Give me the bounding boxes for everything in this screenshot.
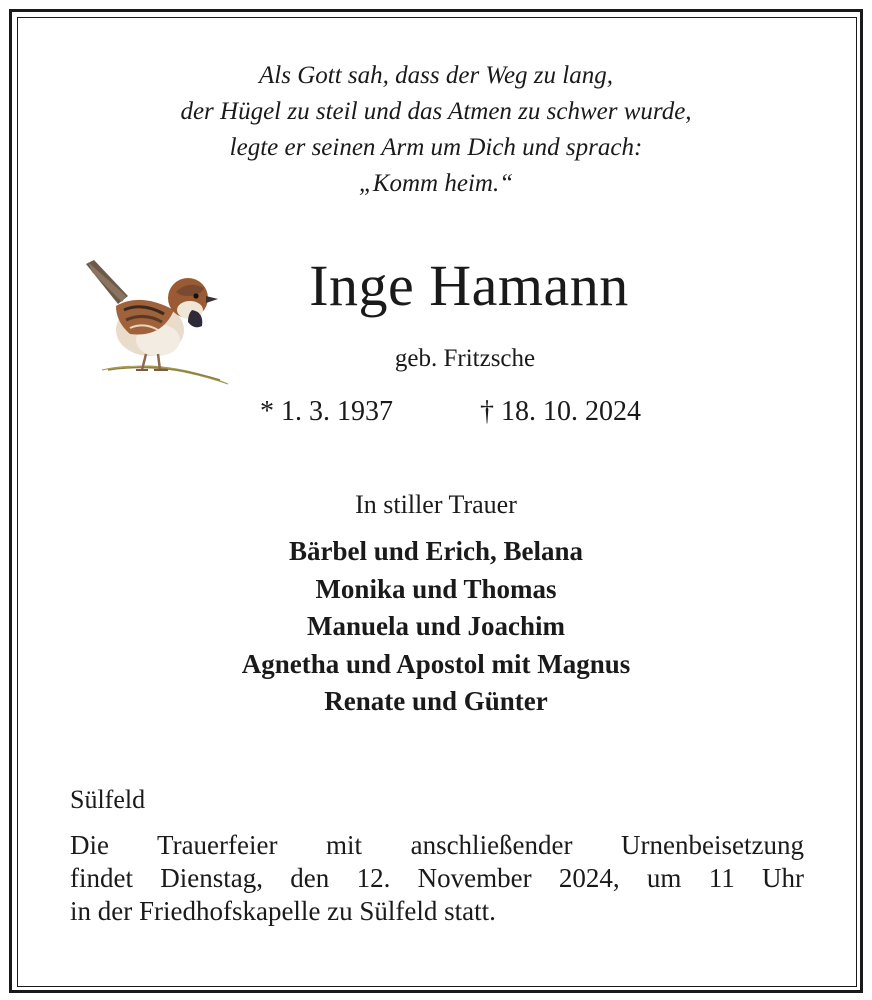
family-member: Monika und Thomas — [315, 573, 557, 604]
family-list — [0, 533, 872, 721]
place: Sülfeld — [70, 785, 146, 814]
poem-line: legte er seinen Arm um Dich und sprach: — [229, 134, 643, 161]
deceased-name: Inge Hamann — [309, 253, 629, 318]
poem — [0, 58, 872, 202]
death-date: † 18. 10. 2024 — [480, 396, 641, 427]
birth-date: * 1. 3. 1937 — [260, 396, 393, 427]
service-line: in der Friedhofskapelle zu Sülfeld statt. — [70, 896, 496, 926]
family-member: Bärbel und Erich, Belana — [288, 536, 584, 566]
family-member: Renate und Günter — [324, 686, 548, 716]
service-line: Die Trauerfeier mit anschließender Urnenbeisetzung — [70, 830, 804, 860]
poem-line: „Komm heim.“ — [358, 170, 514, 197]
mourning-intro: In stiller Trauer — [355, 490, 517, 519]
family-member: Manuela und Joachim — [306, 611, 566, 641]
service-line: findet Dienstag, den 12. November 2024, um 11 Uhr — [70, 863, 804, 893]
service-notice — [70, 829, 804, 928]
poem-line: der Hügel zu steil und das Atmen zu schwer wurde, — [180, 98, 692, 125]
poem-line: Als Gott sah, dass der Weg zu lang, — [259, 62, 613, 89]
family-member: Agnetha und Apostol mit Magnus — [241, 648, 631, 679]
maiden-name: geb. Fritzsche — [394, 345, 536, 372]
